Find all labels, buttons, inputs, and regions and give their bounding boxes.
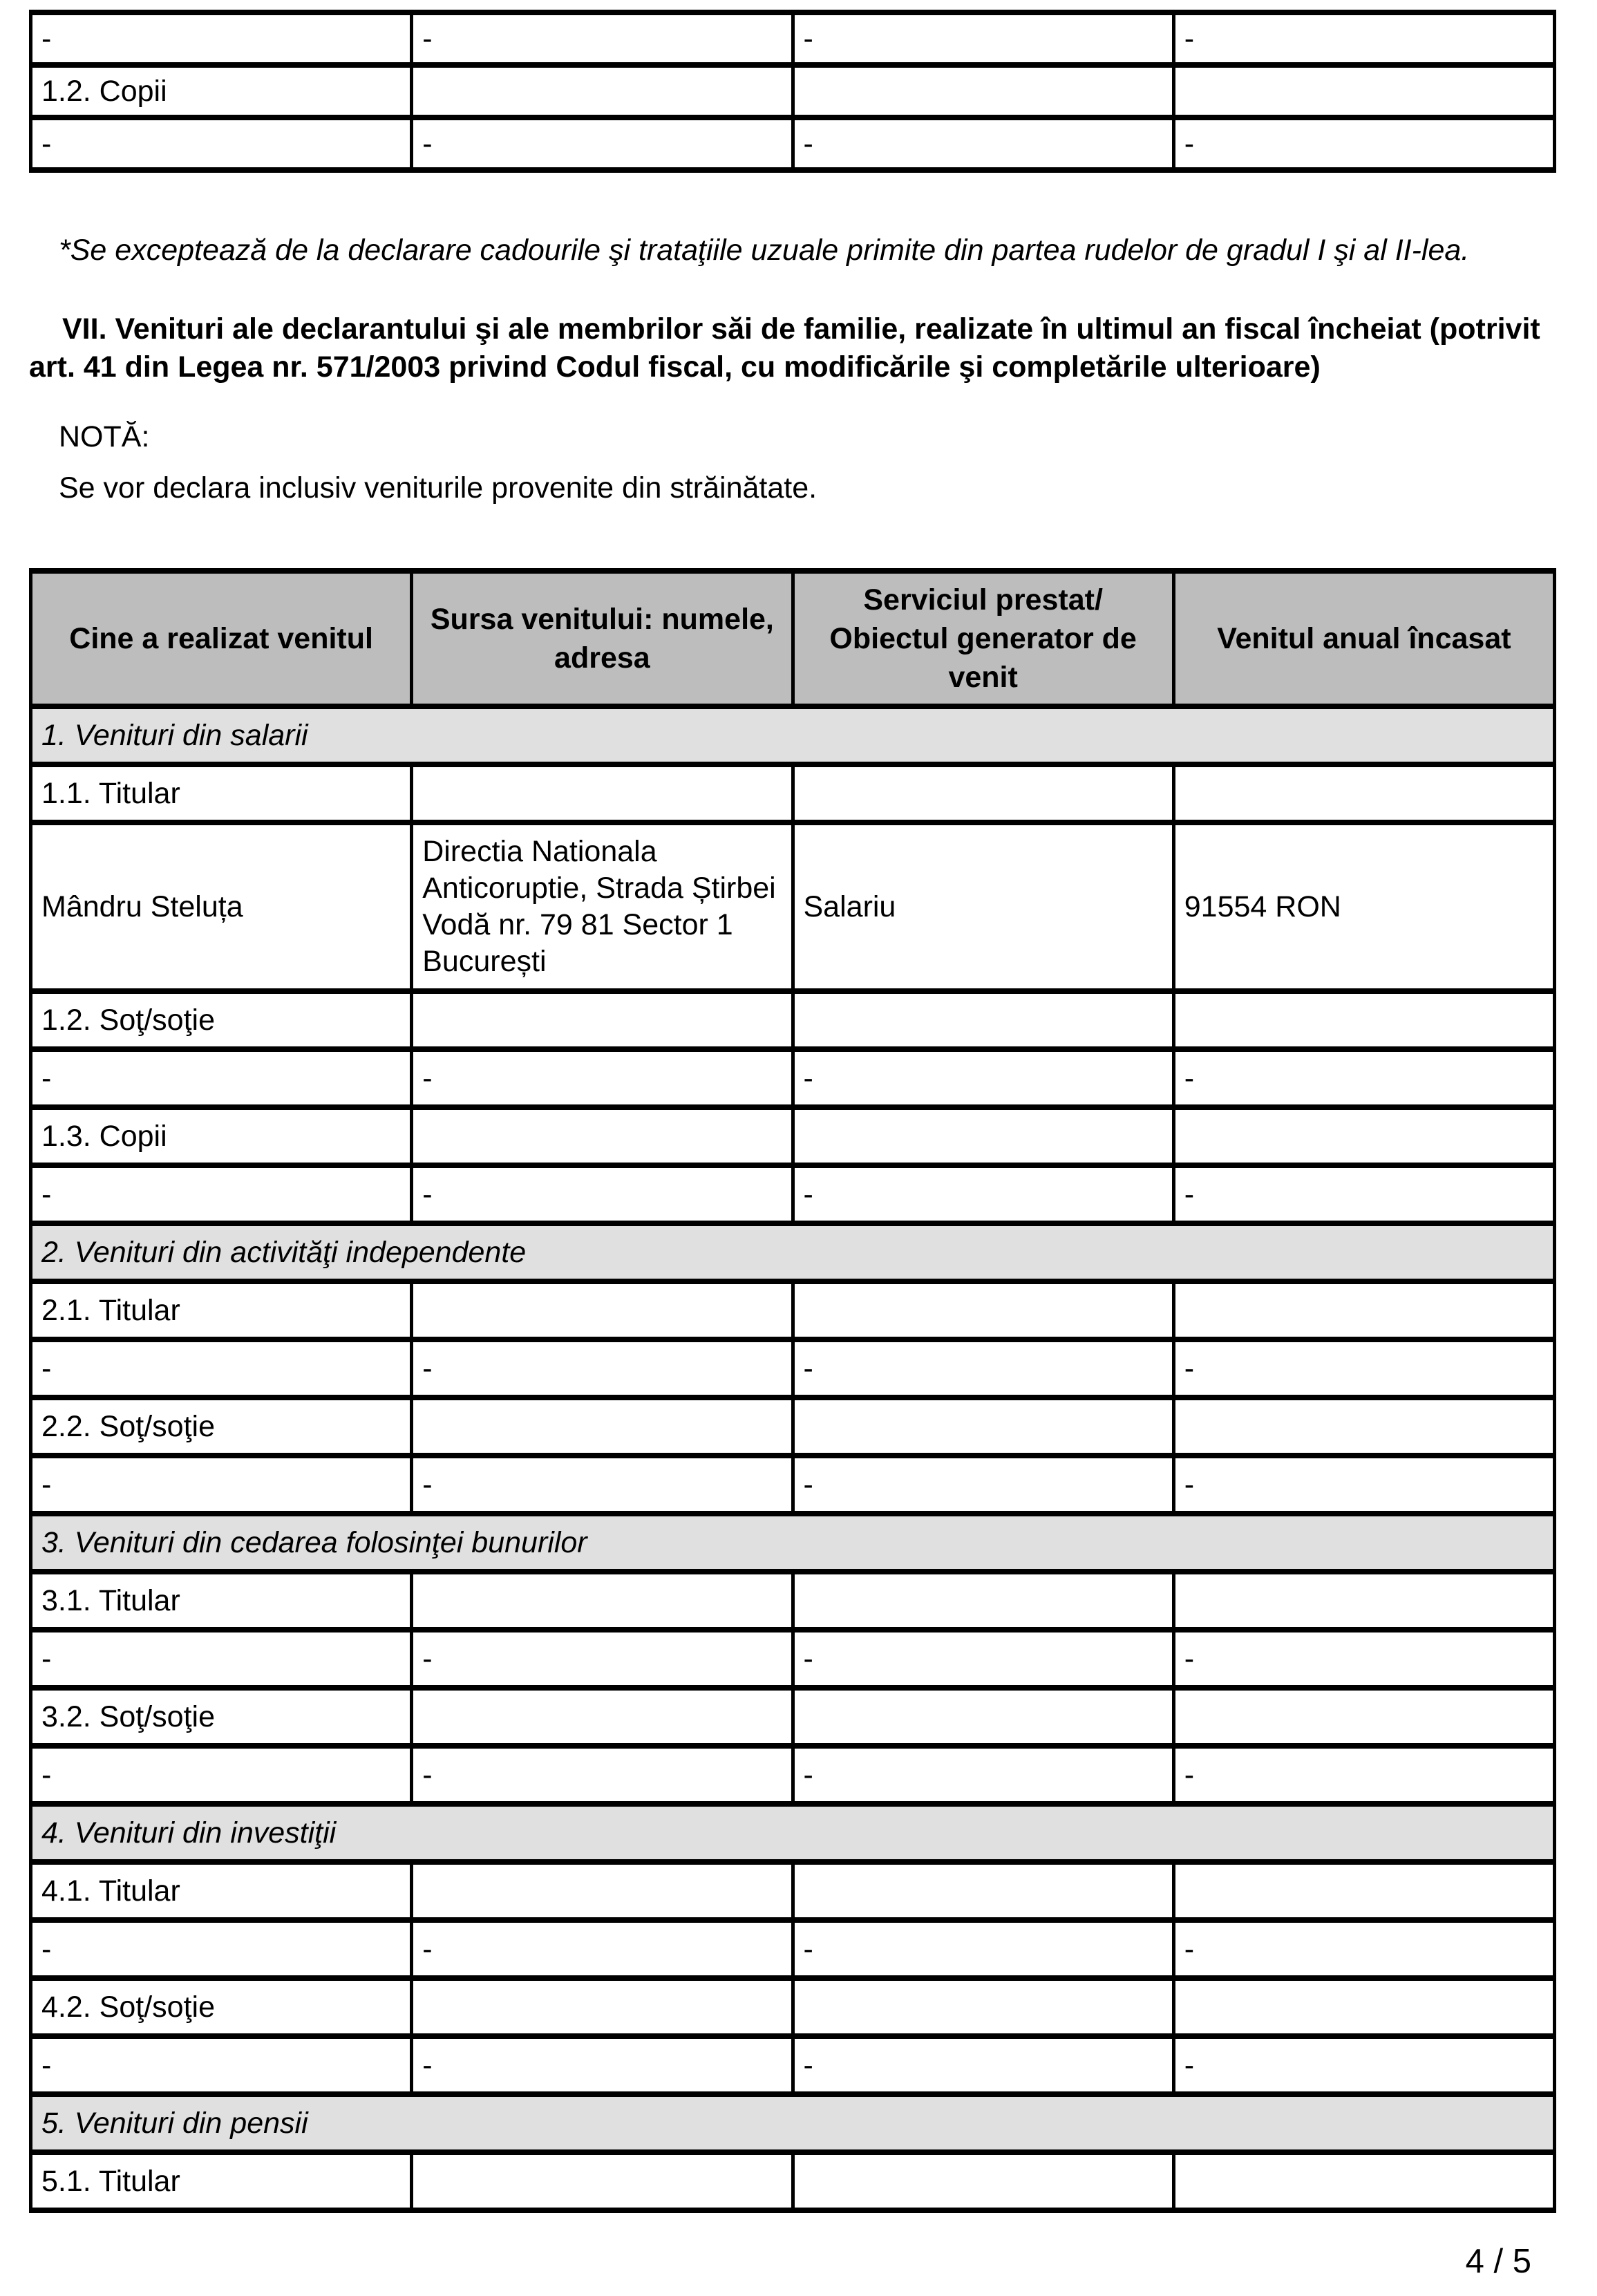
dash-cell: - <box>1173 1630 1554 1688</box>
table-cell: - <box>412 12 793 65</box>
page-number: 4 / 5 <box>1465 2243 1531 2280</box>
category-row <box>31 764 1555 822</box>
dash-cell: - <box>793 2036 1173 2094</box>
dash-cell: - <box>1173 2036 1554 2094</box>
dash-cell: - <box>793 1746 1173 1804</box>
dash-cell: - <box>31 1339 412 1398</box>
section-row <box>31 2094 1555 2152</box>
income-table-wrap <box>29 568 1556 2213</box>
empty-dash-row <box>31 1049 1555 1107</box>
empty-cell <box>412 1281 793 1339</box>
income-data-row <box>31 822 1555 991</box>
dash-cell: - <box>793 1049 1173 1107</box>
category-label: 3.1. Titular <box>31 1572 412 1630</box>
empty-cell <box>412 1862 793 1920</box>
income-source-cell: Directia Nationala Anticoruptie, Strada Știrbei Vodă nr. 79 81 Sector 1 București <box>412 822 793 991</box>
category-row <box>31 1862 1555 1920</box>
income-table <box>29 568 1556 2213</box>
empty-cell <box>412 1572 793 1630</box>
empty-dash-row <box>31 1920 1555 1978</box>
category-label: 3.2. Soţ/soţie <box>31 1688 412 1746</box>
empty-dash-row <box>31 1339 1555 1398</box>
dash-cell: - <box>31 2036 412 2094</box>
category-label: 2.1. Titular <box>31 1281 412 1339</box>
table-cell <box>412 65 793 117</box>
dash-cell: - <box>412 1339 793 1398</box>
empty-cell <box>793 1862 1173 1920</box>
empty-cell <box>1173 2152 1554 2210</box>
dash-cell: - <box>793 1630 1173 1688</box>
empty-cell <box>793 991 1173 1049</box>
column-header: Cine a realizat venitul <box>31 571 412 706</box>
section-row <box>31 1804 1555 1862</box>
section-label: 3. Venituri din cedarea folosinţei bunurilor <box>31 1514 1555 1572</box>
table-cell: - <box>793 12 1173 65</box>
column-header: Sursa venitului: numele, adresa <box>412 571 793 706</box>
dash-cell: - <box>31 1165 412 1223</box>
empty-dash-row <box>31 1165 1555 1223</box>
empty-cell <box>412 991 793 1049</box>
nota-label: NOTĂ: <box>59 420 150 453</box>
table-cell <box>793 65 1173 117</box>
section-vii-heading: VII. Venituri ale declarantului şi ale membrilor săi de familie, realizate în ultimul an fiscal încheiat (potrivit art. 41 din Legea nr. 571/2003 privind Codul fiscal, cu modificările şi completările ulterioare) <box>29 312 1540 384</box>
dash-cell: - <box>31 1049 412 1107</box>
empty-cell <box>412 1398 793 1456</box>
category-label: 4.2. Soţ/soţie <box>31 1978 412 2036</box>
empty-dash-row <box>31 1746 1555 1804</box>
empty-cell <box>793 1572 1173 1630</box>
empty-cell <box>1173 1572 1554 1630</box>
empty-cell <box>793 1978 1173 2036</box>
empty-cell <box>1173 1281 1554 1339</box>
empty-cell <box>1173 764 1554 822</box>
dash-cell: - <box>412 2036 793 2094</box>
category-label: 5.1. Titular <box>31 2152 412 2210</box>
dash-cell: - <box>793 1339 1173 1398</box>
category-row <box>31 991 1555 1049</box>
beneficiary-cell: Mândru Steluța <box>31 822 412 991</box>
category-label: 1.3. Copii <box>31 1107 412 1165</box>
dash-cell: - <box>1173 1456 1554 1514</box>
table-cell: - <box>1173 117 1554 170</box>
exception-note: *Se exceptează de la declarare cadourile şi trataţiile uzuale primite din partea rudelor de gradul I şi al II-lea. <box>59 234 1470 267</box>
category-label: 1.2. Soţ/soţie <box>31 991 412 1049</box>
empty-dash-row <box>31 2036 1555 2094</box>
dash-cell: - <box>1173 1920 1554 1978</box>
section-label: 5. Venituri din pensii <box>31 2094 1555 2152</box>
dash-cell: - <box>1173 1165 1554 1223</box>
empty-cell <box>1173 1978 1554 2036</box>
section-label: 1. Venituri din salarii <box>31 706 1555 764</box>
category-label: 4.1. Titular <box>31 1862 412 1920</box>
section-row <box>31 1514 1555 1572</box>
empty-dash-row <box>31 1630 1555 1688</box>
table-cell: - <box>412 117 793 170</box>
nota-text: Se vor declara inclusiv veniturile provenite din străinătate. <box>59 471 818 505</box>
table-cell: - <box>31 117 412 170</box>
dash-cell: - <box>412 1630 793 1688</box>
dash-cell: - <box>412 1746 793 1804</box>
table-cell: - <box>793 117 1173 170</box>
category-row <box>31 1281 1555 1339</box>
annual-income-cell: 91554 RON <box>1173 822 1554 991</box>
category-row <box>31 1978 1555 2036</box>
empty-cell <box>793 1398 1173 1456</box>
empty-cell <box>793 1688 1173 1746</box>
category-row <box>31 2152 1555 2210</box>
dash-cell: - <box>1173 1746 1554 1804</box>
table-cell: - <box>31 12 412 65</box>
service-cell: Salariu <box>793 822 1173 991</box>
dash-cell: - <box>793 1165 1173 1223</box>
income-table-body <box>31 706 1555 2210</box>
section-row <box>31 1223 1555 1281</box>
nota-block <box>59 418 1556 507</box>
empty-cell <box>412 2152 793 2210</box>
category-row <box>31 1107 1555 1165</box>
empty-cell <box>412 1978 793 2036</box>
category-row <box>31 1398 1555 1456</box>
empty-cell <box>1173 1862 1554 1920</box>
dash-cell: - <box>412 1920 793 1978</box>
table-row <box>31 65 1555 117</box>
category-label: 2.2. Soţ/soţie <box>31 1398 412 1456</box>
dash-cell: - <box>31 1630 412 1688</box>
dash-cell: - <box>1173 1049 1554 1107</box>
table-cell: 1.2. Copii <box>31 65 412 117</box>
income-table-head <box>31 571 1555 706</box>
dash-cell: - <box>31 1920 412 1978</box>
table-row <box>31 12 1555 65</box>
section-label: 4. Venituri din investiţii <box>31 1804 1555 1862</box>
column-header: Serviciul prestat/ Obiectul generator de venit <box>793 571 1173 706</box>
empty-cell <box>412 1107 793 1165</box>
section-label: 2. Venituri din activităţi independente <box>31 1223 1555 1281</box>
gifts-table-body <box>31 12 1555 170</box>
dash-cell: - <box>793 1920 1173 1978</box>
table-cell <box>1173 65 1554 117</box>
empty-cell <box>412 764 793 822</box>
section-row <box>31 706 1555 764</box>
category-row <box>31 1572 1555 1630</box>
income-table-header-row <box>31 571 1555 706</box>
empty-cell <box>1173 991 1554 1049</box>
empty-cell <box>793 764 1173 822</box>
dash-cell: - <box>31 1456 412 1514</box>
column-header: Venitul anual încasat <box>1173 571 1554 706</box>
dash-cell: - <box>412 1165 793 1223</box>
empty-cell <box>793 1281 1173 1339</box>
empty-cell <box>1173 1107 1554 1165</box>
table-cell: - <box>1173 12 1554 65</box>
table-row <box>31 117 1555 170</box>
empty-cell <box>412 1688 793 1746</box>
dash-cell: - <box>412 1049 793 1107</box>
dash-cell: - <box>31 1746 412 1804</box>
empty-cell <box>1173 1688 1554 1746</box>
category-label: 1.1. Titular <box>31 764 412 822</box>
empty-cell <box>793 2152 1173 2210</box>
dash-cell: - <box>412 1456 793 1514</box>
dash-cell: - <box>793 1456 1173 1514</box>
gifts-table-continuation <box>29 10 1556 173</box>
dash-cell: - <box>1173 1339 1554 1398</box>
category-row <box>31 1688 1555 1746</box>
empty-cell <box>1173 1398 1554 1456</box>
empty-dash-row <box>31 1456 1555 1514</box>
empty-cell <box>793 1107 1173 1165</box>
